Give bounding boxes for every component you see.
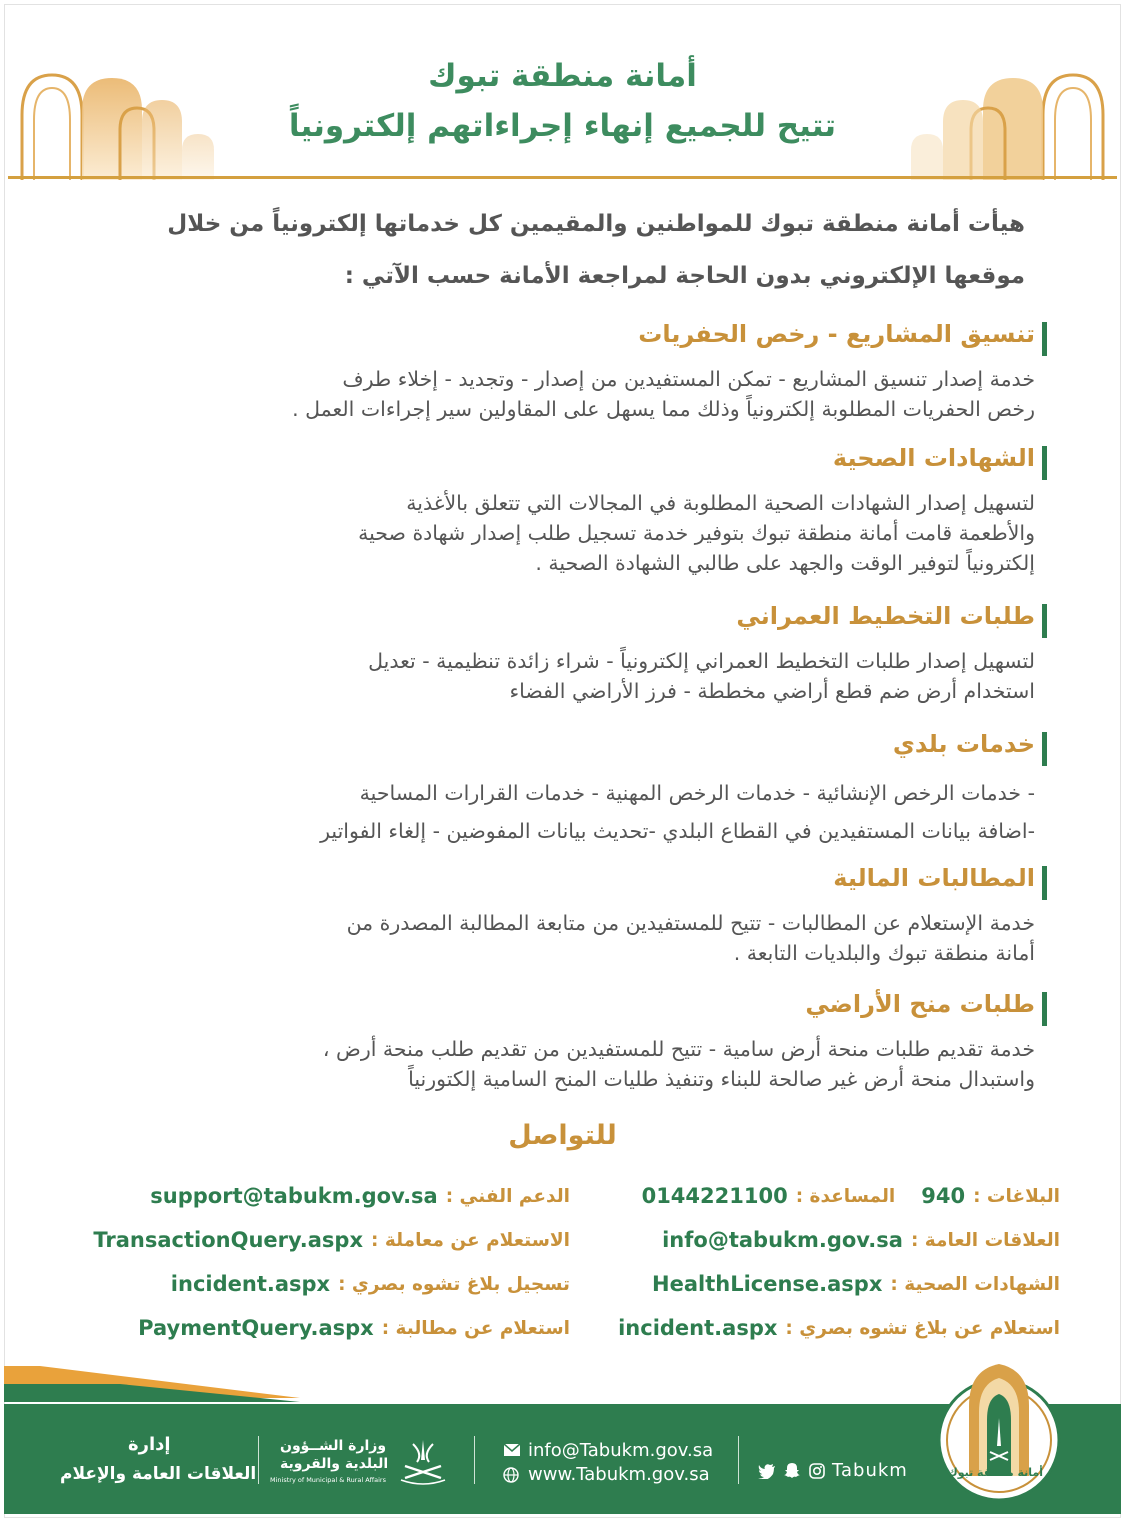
section-body	[110, 908, 1035, 968]
pr-email-link[interactable]: info@tabukm.gov.sa	[662, 1228, 903, 1252]
support-label: الدعم الفني :	[445, 1185, 570, 1207]
section-line: خدمة الإستعلام عن المطالبات - تتيح للمستفيدين من متابعة المطالبة المصدرة من	[346, 911, 1035, 935]
health-link[interactable]: HealthLicense.aspx	[652, 1272, 883, 1296]
section-title: خدمات بلدي	[892, 730, 1035, 758]
intro-line-2: موقعها الإلكتروني بدون الحاجة لمراجعة الأمانة حسب الآتي :	[344, 263, 1025, 289]
incident-query-row	[618, 1308, 1060, 1348]
health-label: الشهادات الصحية :	[890, 1273, 1060, 1295]
contact-grid	[70, 1176, 1060, 1356]
twitter-icon[interactable]	[758, 1464, 776, 1479]
section-balady-services	[100, 728, 1035, 850]
pr-row	[662, 1220, 1060, 1260]
section-financial-claims	[100, 862, 1035, 968]
footer-dept-line1: إدارة	[128, 1434, 171, 1455]
reports-help-row	[642, 1176, 1060, 1216]
section-title: تنسيق المشاريع - رخص الحفريات	[638, 320, 1035, 348]
reports-label: البلاغات :	[973, 1185, 1060, 1207]
section-title: طلبات التخطيط العمراني	[736, 602, 1035, 630]
section-body	[110, 774, 1035, 850]
tabuk-municipality-logo	[932, 1356, 1067, 1504]
section-line: خدمة تقديم طلبات منحة أرض سامية - تتيح للمستفيدين من تقديم طلب منحة أرض ،	[322, 1037, 1035, 1061]
payment-label: استعلام عن مطالبة :	[381, 1317, 570, 1339]
section-urban-planning	[100, 600, 1035, 706]
incident-register-label: تسجيل بلاغ تشوه بصري :	[338, 1273, 570, 1295]
globe-icon	[503, 1467, 519, 1483]
section-line: -اضافة بيانات المستفيدين في القطاع البلدي -تحديث بيانات المفوضين - إلغاء الفواتير	[320, 819, 1035, 843]
intro-paragraph	[100, 198, 1025, 302]
section-marker	[1042, 604, 1047, 638]
ministry-name-line1: وزارة الشــؤون	[280, 1438, 387, 1454]
section-line: رخص الحفريات المطلوبة إلكترونياً وذلك مما يسهل على المقاولين سير إجراءات العمل .	[292, 397, 1035, 421]
section-title: الشهادات الصحية	[832, 444, 1035, 472]
footer-email-link[interactable]: info@Tabukm.gov.sa	[528, 1440, 714, 1461]
section-line: لتسهيل إصدار الشهادات الصحية المطلوبة في المجالات التي تتعلق بالأغذية	[406, 491, 1035, 515]
footer-separator	[258, 1436, 259, 1484]
support-email-link[interactable]: support@tabukm.gov.sa	[150, 1184, 438, 1208]
section-projects	[100, 318, 1035, 424]
section-line: خدمة إصدار تنسيق المشاريع - تمكن المستفيدين من إصدار - وتجديد - إخلاء طرف	[342, 367, 1035, 391]
payment-row	[138, 1308, 570, 1348]
section-line: والأطعمة قامت أمانة منطقة تبوك بتوفير خدمة تسجيل طلب إصدار شهادة صحية	[358, 521, 1035, 545]
social-handle[interactable]: Tabukm	[832, 1460, 908, 1481]
section-line: استخدام أرض ضم قطع أراضي مخططة - فرز الأراضي الفضاء	[509, 679, 1035, 703]
section-marker	[1042, 732, 1047, 766]
section-health-certificates	[100, 442, 1035, 578]
incident-register-link[interactable]: incident.aspx	[170, 1272, 331, 1296]
footer-separator	[738, 1436, 739, 1484]
help-number[interactable]: 0144221100	[641, 1184, 788, 1208]
help-label: المساعدة :	[795, 1185, 896, 1207]
section-marker	[1042, 866, 1047, 900]
pr-label: العلاقات العامة :	[910, 1229, 1060, 1251]
page-subtitle: تتيح للجميع إنهاء إجراءاتهم إلكترونياً	[288, 108, 837, 144]
transaction-label: الاستعلام عن معاملة :	[371, 1229, 570, 1251]
ministry-name-line2: البلدية والقروية	[280, 1456, 389, 1472]
section-land-grants	[100, 988, 1035, 1094]
payment-link[interactable]: PaymentQuery.aspx	[138, 1316, 374, 1340]
section-body	[110, 646, 1035, 706]
section-title: طلبات منح الأراضي	[805, 990, 1035, 1018]
section-body	[110, 1034, 1035, 1094]
header-divider	[8, 176, 1117, 179]
email-icon	[503, 1443, 521, 1457]
reports-number[interactable]: 940	[921, 1184, 966, 1208]
section-body	[110, 488, 1035, 578]
support-row	[150, 1176, 570, 1216]
section-line: - خدمات الرخص الإنشائية - خدمات الرخص المهنية - خدمات القرارات المساحية	[359, 781, 1035, 805]
section-line: أمانة منطقة تبوك والبلديات التابعة .	[733, 941, 1035, 965]
footer-dept-line2: العلاقات العامة والإعلام	[60, 1464, 257, 1484]
section-marker	[1042, 446, 1047, 480]
logo-caption: أمانة منطقة تبوك	[947, 1466, 1043, 1479]
section-line: واستبدال منحة أرض غير صالحة للبناء وتنفيذ طليات المنح السامية إلكتورنياً	[408, 1067, 1035, 1091]
section-title: المطالبات المالية	[833, 864, 1035, 892]
section-marker	[1042, 322, 1047, 356]
ministry-emblem-icon	[395, 1436, 451, 1486]
instagram-icon[interactable]	[809, 1463, 825, 1479]
incident-query-link[interactable]: incident.aspx	[618, 1316, 778, 1340]
page-title: أمانة منطقة تبوك	[428, 58, 697, 94]
transaction-link[interactable]: TransactionQuery.aspx	[93, 1228, 364, 1252]
intro-line-1: هيأت أمانة منطقة تبوك للمواطنين والمقيمين كل خدماتها إلكترونياً من خلال	[167, 211, 1025, 237]
footer-separator	[474, 1436, 475, 1484]
health-row	[652, 1264, 1060, 1304]
incident-register-row	[171, 1264, 570, 1304]
snapchat-icon[interactable]	[784, 1462, 800, 1479]
section-body	[110, 364, 1035, 424]
footer-stripe-decoration	[0, 1362, 300, 1402]
footer-website-link[interactable]: www.Tabukm.gov.sa	[528, 1464, 710, 1485]
contact-heading: للتواصل	[508, 1120, 617, 1151]
transaction-row	[93, 1220, 570, 1260]
section-line: إلكترونياً لتوفير الوقت والجهد على طالبي الشهادة الصحية .	[535, 551, 1035, 575]
section-line: لتسهيل إصدار طلبات التخطيط العمراني إلكترونياً - شراء زائدة تنظيمية - تعديل	[368, 649, 1035, 673]
incident-query-label: استعلام عن بلاغ تشوه بصري :	[785, 1317, 1060, 1339]
ministry-name-en: Ministry of Municipal & Rural Affairs	[270, 1476, 386, 1484]
section-marker	[1042, 992, 1047, 1026]
